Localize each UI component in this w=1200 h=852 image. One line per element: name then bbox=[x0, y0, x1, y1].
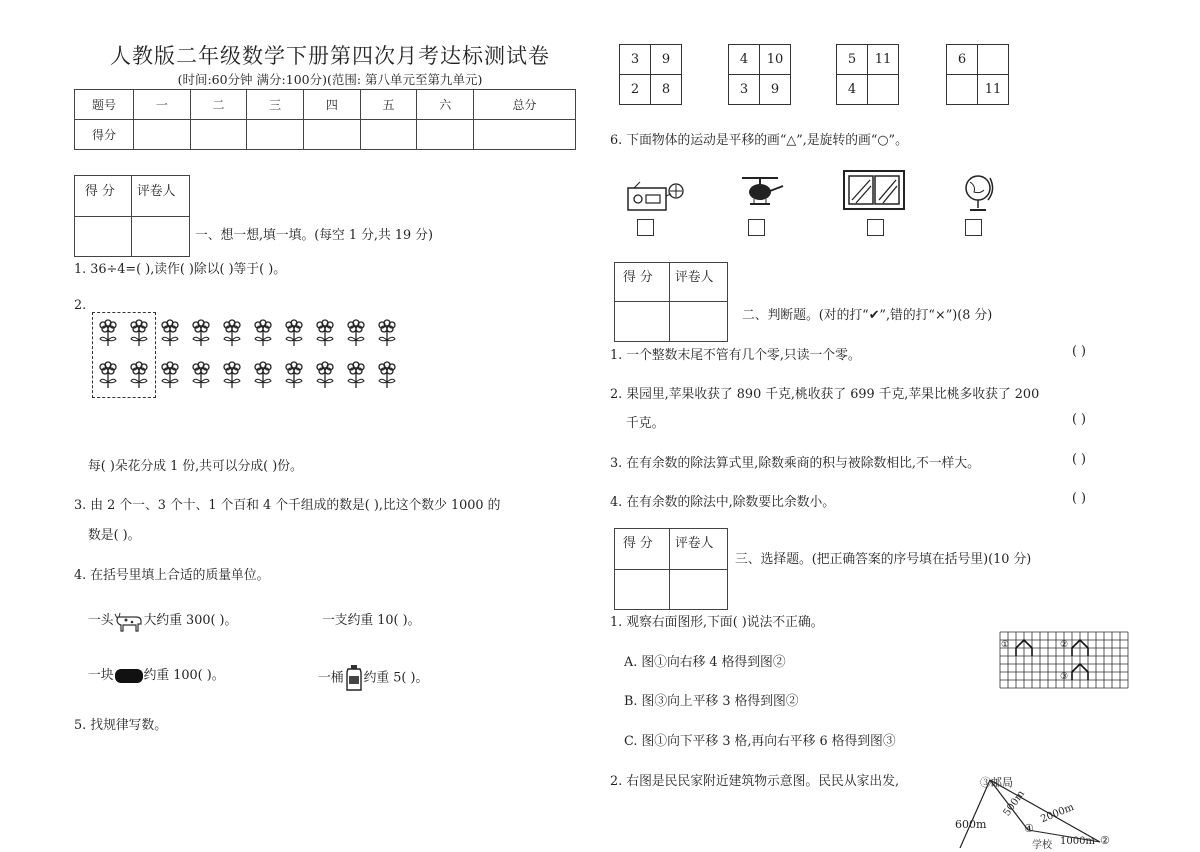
judge-item-4: 4. 在有余数的除法中,除数要比余数小。 bbox=[610, 495, 836, 510]
pattern-cell: 8 bbox=[651, 75, 682, 105]
answer-box[interactable] bbox=[867, 219, 884, 236]
pattern-grid bbox=[946, 44, 1009, 105]
pattern-cell: 10 bbox=[760, 45, 791, 75]
score-input-cell[interactable] bbox=[304, 120, 361, 150]
pattern-cell: 4 bbox=[729, 45, 760, 75]
pattern-cell: 9 bbox=[760, 75, 791, 105]
flower-icon bbox=[344, 316, 368, 348]
flower-icon bbox=[313, 316, 337, 348]
pattern-cell: 4 bbox=[837, 75, 868, 105]
score-input-cell[interactable] bbox=[190, 120, 247, 150]
q4-pencil-line: 一支约重 10( )。 bbox=[322, 613, 421, 628]
pattern-cell: 5 bbox=[837, 45, 868, 75]
judge-item-1: 1. 一个整数末尾不管有几个零,只读一个零。 bbox=[610, 348, 861, 363]
judge-blank[interactable]: ( ) bbox=[1072, 344, 1087, 359]
score-header-cell: 五 bbox=[360, 90, 417, 120]
question-4: 4. 在括号里填上合适的质量单位。 bbox=[74, 568, 270, 583]
flower-icon bbox=[189, 358, 213, 390]
q4-oil-post: 约重 5( )。 bbox=[363, 670, 429, 686]
map-distance-2000: 2000m bbox=[1039, 801, 1076, 826]
map-school: 学校 bbox=[1032, 840, 1052, 851]
q4-cow-post: 大约重 300( )。 bbox=[143, 613, 238, 628]
pattern-grid bbox=[836, 44, 899, 105]
pattern-cell: 3 bbox=[620, 45, 651, 75]
score-table bbox=[74, 89, 576, 150]
judge-item-3: 3. 在有余数的除法算式里,除数乘商的积与被除数相比,不一样大。 bbox=[610, 456, 980, 471]
q4-soap-pre: 一块 bbox=[88, 668, 114, 683]
score-input-cell[interactable] bbox=[247, 120, 304, 150]
grader-box-2 bbox=[614, 262, 728, 342]
section1-heading: 一、想一想,填一填。(每空 1 分,共 19 分) bbox=[195, 228, 433, 243]
question-3-line1: 3. 由 2 个一、3 个十、1 个百和 4 个千组成的数是( ),比这个数少 1000 的 bbox=[74, 498, 501, 513]
grader-name-label: 评卷人 bbox=[137, 184, 176, 199]
flower-icon bbox=[375, 316, 399, 348]
grader-score-label: 得 分 bbox=[623, 536, 653, 551]
answer-box[interactable] bbox=[637, 219, 654, 236]
question-1: 1. 36÷4=( ),读作( )除以( )等于( )。 bbox=[74, 262, 287, 277]
flower-icon bbox=[127, 358, 151, 390]
score-header-cell: 四 bbox=[304, 90, 361, 120]
score-header-cell: 六 bbox=[417, 90, 474, 120]
choice-option-c: C. 图①向下平移 3 格,再向右平移 6 格得到图③ bbox=[624, 734, 896, 749]
svg-text:②: ② bbox=[1060, 640, 1069, 650]
pattern-grid bbox=[619, 44, 682, 105]
flower-icon bbox=[375, 358, 399, 390]
choice-question-2: 2. 右图是民民家附近建筑物示意图。民民从家出发, bbox=[610, 774, 900, 789]
map-distance-500: 500m bbox=[1001, 788, 1027, 819]
flower-icon bbox=[282, 316, 306, 348]
oil-bucket-icon bbox=[344, 664, 364, 692]
pattern-cell: 2 bbox=[620, 75, 651, 105]
flower-icon bbox=[158, 358, 182, 390]
map-post-office: ③邮局 bbox=[980, 776, 1013, 789]
q4-oil-line bbox=[318, 664, 428, 692]
q4-oil-pre: 一桶 bbox=[318, 670, 344, 686]
soap-icon bbox=[114, 667, 144, 685]
choice-option-b: B. 图③向上平移 3 格得到图② bbox=[624, 694, 799, 709]
question-3-line2: 数是( )。 bbox=[88, 528, 141, 543]
grader-name-label: 评卷人 bbox=[675, 536, 714, 551]
pattern-blank-cell[interactable] bbox=[947, 75, 978, 105]
page-title: 人教版二年级数学下册第四次月考达标测试卷 bbox=[110, 44, 550, 68]
flower-icon bbox=[220, 358, 244, 390]
q4-cow-pre: 一头 bbox=[88, 613, 114, 628]
score-input-cell[interactable] bbox=[474, 120, 576, 150]
flower-icon bbox=[251, 316, 275, 348]
score-input-cell[interactable] bbox=[417, 120, 474, 150]
cow-icon bbox=[114, 611, 144, 631]
score-input-cell[interactable] bbox=[360, 120, 417, 150]
flower-icon bbox=[189, 316, 213, 348]
flower-icon bbox=[313, 358, 337, 390]
flower-icon bbox=[158, 316, 182, 348]
section2-heading: 二、判断题。(对的打“✔”,错的打“×”)(8 分) bbox=[742, 308, 993, 323]
pattern-blank-cell[interactable] bbox=[978, 45, 1009, 75]
flower-icon bbox=[344, 358, 368, 390]
window-icon bbox=[843, 170, 905, 214]
question-6: 6. 下面物体的运动是平移的画“△”,是旋转的画“○”。 bbox=[610, 133, 908, 148]
translation-grid-figure bbox=[998, 630, 1132, 696]
map-circle-4: ④ bbox=[1024, 822, 1034, 835]
page-subtitle: (时间:60分钟 满分:100分)(范围: 第八单元至第九单元) bbox=[177, 72, 483, 87]
score-header-cell: 题号 bbox=[75, 90, 134, 120]
judge-item-2: 2. 果园里,苹果收获了 890 千克,桃收获了 699 千克,苹果比桃多收获了 200 bbox=[610, 387, 1040, 402]
score-table-score-row bbox=[75, 120, 576, 150]
radio-fan-icon bbox=[626, 178, 686, 218]
question-5: 5. 找规律写数。 bbox=[74, 718, 168, 733]
question-2-number: 2. bbox=[74, 298, 87, 313]
score-header-cell: 二 bbox=[190, 90, 247, 120]
choice-option-a: A. 图①向右移 4 格得到图② bbox=[624, 655, 786, 670]
grader-score-label: 得 分 bbox=[623, 270, 653, 285]
q4-cow-line bbox=[88, 609, 237, 631]
flower-icon bbox=[251, 358, 275, 390]
flower-icon bbox=[96, 358, 120, 390]
pattern-blank-cell[interactable] bbox=[868, 75, 899, 105]
svg-text:③: ③ bbox=[1060, 672, 1069, 682]
q4-soap-post: 约重 100( )。 bbox=[143, 668, 225, 683]
question-2-text: 每( )朵花分成 1 份,共可以分成( )份。 bbox=[88, 459, 303, 474]
score-header-cell: 总分 bbox=[474, 90, 576, 120]
map-circle-2: ② bbox=[1100, 834, 1110, 847]
answer-box[interactable] bbox=[965, 219, 982, 236]
svg-text:①: ① bbox=[1001, 640, 1010, 650]
judge-blank[interactable]: ( ) bbox=[1072, 491, 1087, 506]
score-table-header-row bbox=[75, 90, 576, 120]
score-row-label: 得分 bbox=[75, 120, 134, 150]
score-input-cell[interactable] bbox=[134, 120, 191, 150]
flower-icon bbox=[127, 316, 151, 348]
score-header-cell: 三 bbox=[247, 90, 304, 120]
map-distance-600: 600m bbox=[955, 818, 987, 831]
helicopter-icon bbox=[738, 172, 786, 216]
q4-soap-line bbox=[88, 664, 225, 685]
pattern-cell: 9 bbox=[651, 45, 682, 75]
flower-icon bbox=[96, 316, 120, 348]
grader-score-label: 得 分 bbox=[85, 184, 115, 199]
answer-box[interactable] bbox=[748, 219, 765, 236]
grader-name-label: 评卷人 bbox=[675, 270, 714, 285]
judge-blank[interactable]: ( ) bbox=[1072, 452, 1087, 467]
score-header-cell: 一 bbox=[134, 90, 191, 120]
pattern-cell: 11 bbox=[978, 75, 1009, 105]
section3-heading: 三、选择题。(把正确答案的序号填在括号里)(10 分) bbox=[735, 552, 1032, 567]
globe-icon bbox=[960, 172, 1000, 218]
pattern-cell: 11 bbox=[868, 45, 899, 75]
map-distance-1000: 1000m bbox=[1060, 836, 1095, 847]
judge-item-2-cont: 千克。 bbox=[626, 416, 665, 431]
pattern-cell: 3 bbox=[729, 75, 760, 105]
choice-question-1: 1. 观察右面图形,下面( )说法不正确。 bbox=[610, 615, 824, 630]
grader-box-1 bbox=[74, 175, 190, 257]
judge-blank[interactable]: ( ) bbox=[1072, 412, 1087, 427]
flower-icon bbox=[282, 358, 306, 390]
pattern-grid bbox=[728, 44, 791, 105]
pattern-cell: 6 bbox=[947, 45, 978, 75]
flower-icon bbox=[220, 316, 244, 348]
grader-box-3 bbox=[614, 528, 728, 610]
